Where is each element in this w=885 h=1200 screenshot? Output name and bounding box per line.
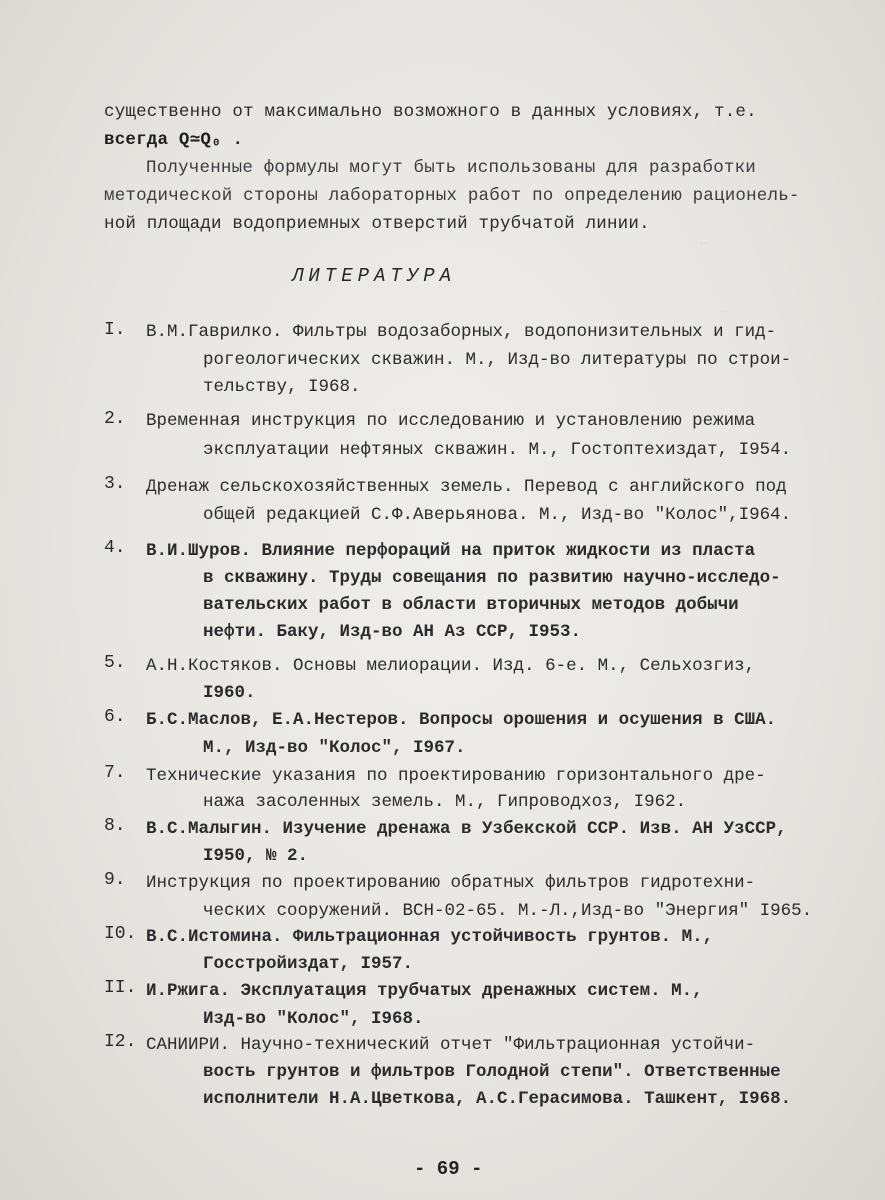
reference-number: 2. (104, 409, 126, 429)
reference-line: САНИИРИ. Научно-технический отчет "Фильтрационная устойчи- (146, 1035, 756, 1055)
reference-number: I0. (104, 924, 137, 944)
reference-number: 8. (104, 816, 126, 836)
reference-line: В.С.Малыгин. Изучение дренажа в Узбекской ССР. Изв. АН УзССР, (146, 819, 787, 839)
reference-line: нажа засоленных земель. М., Гипроводхоз, I962. (203, 792, 687, 812)
page-number: - 69 - (414, 1158, 483, 1180)
reference-number: 3. (104, 474, 126, 494)
reference-number: I. (104, 320, 126, 340)
reference-line: В.М.Гаврилко. Фильтры водозаборных, водопонизительных и гид- (146, 322, 777, 342)
intro-line-5: ной площади водоприемных отверстий трубчатой линии. (104, 214, 650, 234)
reference-line: I960. (203, 683, 256, 703)
reference-number: I2. (104, 1032, 137, 1052)
reference-line: Временная инструкция по исследованию и установлению режима (146, 411, 756, 431)
reference-line: в скважину. Труды совещания по развитию научно-исследо- (203, 568, 781, 588)
reference-line: ческих сооружений. ВСН-02-65. М.-Л.,Изд-во "Энергия" I965. (203, 901, 813, 921)
reference-line: В.И.Шуров. Влияние перфораций на приток жидкости из пласта (146, 541, 756, 561)
reference-number: 5. (104, 653, 126, 673)
reference-line: Госстройиздат, I957. (203, 954, 414, 974)
reference-number: 4. (104, 538, 126, 558)
intro-line-2: всегда Q≃Q₀ . (104, 130, 244, 150)
intro-line-4: методической стороны лабораторных работ по определению рационель- (104, 186, 800, 206)
reference-line: И.Ржига. Эксплуатация трубчатых дренажных систем. М., (146, 981, 703, 1001)
reference-line: I950, № 2. (203, 846, 309, 866)
reference-line: тельству, I968. (203, 377, 361, 397)
reference-line: эксплуатации нефтяных скважин. М., Гостоптехиздат, I954. (203, 440, 792, 460)
reference-line: Дренаж сельскохозяйственных земель. Перевод с английского под (146, 477, 787, 497)
reference-line: рогеологических скважин. М., Изд-во литературы по строи- (203, 350, 792, 370)
reference-line: Инструкция по проектированию обратных фильтров гидротехни- (146, 873, 756, 893)
intro-line-1: существенно от максимально возможного в данных условиях, т.е. (104, 102, 757, 122)
intro-line-3: Полученные формулы могут быть использованы для разработки (146, 158, 756, 178)
bleed-through-text: … (720, 300, 730, 317)
reference-line: Б.С.Маслов, Е.А.Нестеров. Вопросы орошения и осушения в США. (146, 710, 777, 730)
reference-line: М., Изд-во "Колос", I967. (203, 738, 466, 758)
reference-line: Технические указания по проектированию горизонтального дре- (146, 766, 766, 786)
reference-number: 9. (104, 870, 126, 890)
reference-line: вательских работ в области вторичных методов добычи (203, 595, 739, 615)
reference-line: Изд-во "Колос", I968. (203, 1009, 424, 1029)
reference-number: 6. (104, 707, 126, 727)
section-heading: ЛИТЕРАТУРА (292, 265, 457, 287)
reference-number: II. (104, 978, 137, 998)
reference-line: В.С.Истомина. Фильтрационная устойчивость грунтов. М., (146, 927, 714, 947)
reference-line: нефти. Баку, Изд-во АН Аз ССР, I953. (203, 622, 582, 642)
reference-number: 7. (104, 763, 126, 783)
reference-line: исполнители Н.А.Цветкова, А.С.Герасимова. Ташкент, I968. (203, 1089, 792, 1109)
reference-line: вость грунтов и фильтров Голодной степи". Ответственные (203, 1062, 781, 1082)
reference-line: А.Н.Костяков. Основы мелиорации. Изд. 6-е. М., Сельхозгиз, (146, 656, 756, 676)
bleed-through-text: … (700, 232, 710, 249)
reference-line: общей редакцией С.Ф.Аверьянова. М., Изд-во "Колос",I964. (203, 505, 792, 525)
